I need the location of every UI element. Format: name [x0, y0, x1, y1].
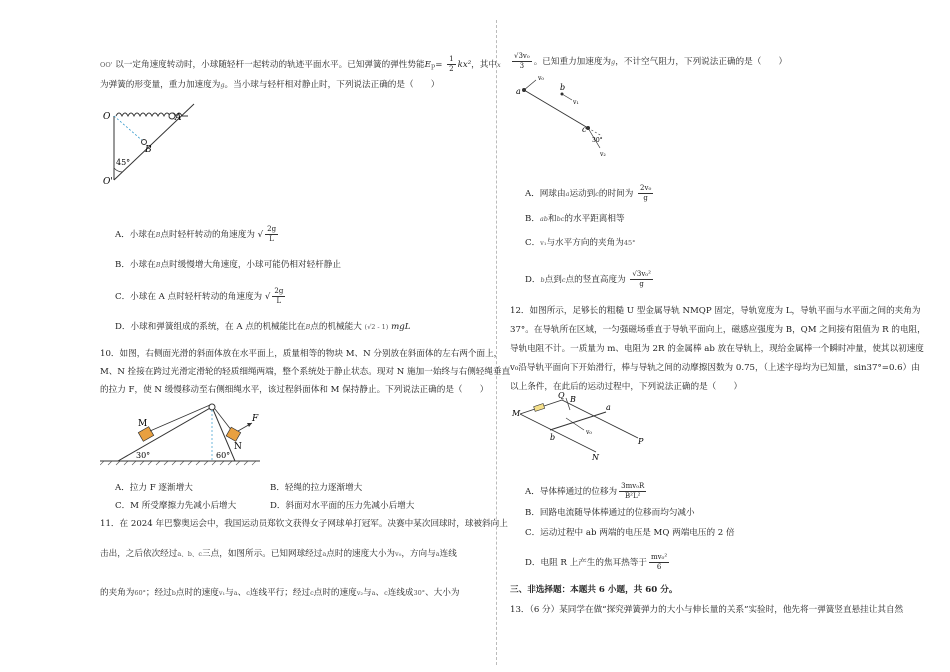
figure-rail-circuit [510, 392, 650, 462]
fig3-label-v1: v₁ [573, 99, 579, 106]
q11-option-D: D．b点到c点的竖直高度为 $\frac{\text{√3v₀²}}{g}$ [525, 270, 651, 288]
q12-option-B: B．回路电流随导体棒通过的位移而均匀减小 [525, 508, 695, 518]
fig3-label-v2: v₂ [600, 151, 606, 158]
q11-stem-cont: $\frac{\text{√3v₀}}{3}$ 。已知重力加速度为g，不计空气阻力，下列说法正确的是（ ） [514, 52, 788, 70]
fig4-label-v0: v₀ [586, 429, 592, 436]
fig1-label-B: B [145, 145, 152, 155]
figure-incline-pulley [100, 397, 260, 467]
fig1-label-Oprime: O' [103, 177, 113, 187]
q11-option-A: A．网球由a运动到c的时间为 $\frac{\text{2v₀}}{g}$ [525, 184, 652, 202]
q12-stem-line2: 37°。在导轨所在区域，一匀强磁场垂直于导轨平面向上，磁感应强度为 B，QM 之间接有阻值为 R 的电阻， [510, 325, 926, 335]
fig1-label-O: O [103, 112, 111, 122]
q9-option-D: D．小球和弹簧组成的系统，在 A 点的机械能比在B点的机械能大 (√2 - 1) mgL [115, 322, 411, 332]
fig1-angle-label: 45° [116, 158, 131, 167]
fig2-label-M: M [138, 419, 148, 429]
fig3-label-a: a [516, 87, 521, 96]
fig3-label-b: b [560, 83, 566, 92]
fig4-label-a: a [606, 403, 611, 412]
q9-option-B: B．小球在B点时缓慢增大角速度，小球可能仍相对轻杆静止 [115, 260, 341, 270]
section-3-heading: 三、非选择题：本题共 6 小题，共 60 分。 [510, 585, 678, 595]
fig2-angle-60: 60° [216, 451, 231, 460]
q10-stem-line1: 10．如图，右侧面光滑的斜面体放在水平面上，质量相等的物块 M、N 分别放在斜面体的左右两个面上， [100, 349, 503, 359]
q12-option-D: D．电阻 R 上产生的焦耳热等于 $\frac{\text{mv₀²}}{6}$ [525, 553, 668, 571]
fig2-label-N: N [234, 442, 242, 452]
q9-stem-line1: OO' 以一定角速度转动时，小球随轻杆一起转动的轨迹平面水平。已知弹簧的弹性势能$E_P=$ $\frac{1}{2}$ kx²，其中x [100, 55, 501, 73]
column-divider [496, 20, 497, 665]
q12-stem-line1: 12．如图所示，足够长的粗糙 U 型金属导轨 NMQP 固定，导轨宽度为 L，导轨平面与水平面之间的夹角为 [510, 306, 921, 316]
figure-spring-rod [102, 98, 212, 190]
fig4-label-Q: Q [558, 392, 565, 400]
fig4-label-M: M [512, 409, 521, 418]
fig2-angle-30: 30° [136, 451, 151, 460]
q11-option-B: B．ab和bc的水平距离相等 [525, 214, 625, 224]
q9-stem-line2: 为弹簧的形变量，重力加速度为g。当小球与轻杆相对静止时，下列说法正确的是（ ） [100, 80, 440, 90]
fig3-label-v0: v₀ [538, 75, 544, 82]
q10-option-B: B．轻绳的拉力逐渐增大 [270, 483, 363, 493]
fig4-label-B: B [570, 395, 576, 404]
fig1-label-A: A [175, 113, 182, 123]
q12-option-C: C．运动过程中 ab 两端的电压是 MQ 两端电压的 2 倍 [525, 528, 735, 538]
fig2-label-F: F [252, 414, 259, 424]
q9-option-C: C．小球在 A 点时轻杆转动的角速度为 √ $\frac{2g}{L}$ [115, 287, 284, 305]
q10-option-D: D．斜面对水平面的压力先减小后增大 [270, 501, 415, 511]
q11-stem-line2: 击出，之后依次经过a、b、c三点，如图所示。已知网球经过a点时的速度大小为v₀，方向与a连线 [100, 549, 457, 559]
q11-option-C: C．v₁与水平方向的夹角为45° [525, 238, 636, 248]
q10-option-C: C．M 所受摩擦力先减小后增大 [115, 501, 237, 511]
q11-stem-line3: 的夹角为60°；经过b点时的速度v₁与a、c连线平行；经过c点时的速度v₂与a、c连线成30°、大小为 [100, 588, 460, 598]
q12-stem-line4: v₀沿导轨平面向下开始滑行，棒与导轨之间的动摩擦因数为 0.75，（上述字母均为已知量，sin37°=0.6）由 [510, 363, 920, 373]
fig4-label-b: b [550, 433, 556, 442]
fig3-angle: 30° [592, 137, 603, 144]
q10-stem-line3: 的拉力 F，使 N 缓慢移动至右侧细绳水平，该过程斜面体和 M 保持静止。下列说法正确的是（ ） [100, 385, 489, 395]
q11-stem-line1: 11．在 2024 年巴黎奥运会中，我国运动员郑钦文获得女子网球单打冠军。决赛中某次回球时，球被斜向上 [100, 519, 508, 529]
q10-stem-line2: M、N 拴接在跨过光滑定滑轮的轻质细绳两端，整个系统处于静止状态。现对 N 施加一始终与右侧轻绳垂直 [100, 367, 511, 377]
fig3-label-c: c [582, 125, 587, 134]
fig4-label-P: P [638, 437, 644, 446]
q9-option-A: A．小球在B点时轻杆转动的角速度为 √ $\frac{2g}{L}$ [115, 225, 277, 243]
q12-stem-line3: 导轨电阻不计。一质量为 m、电阻为 2R 的金属棒 ab 放在导轨上，现给金属棒一个瞬时冲量，使其以初速度 [510, 344, 924, 354]
q12-option-A: A．导体棒通过的位移为 $\frac{\text{3mv₀R}}{\text{B²L²}}$ [525, 482, 645, 500]
q10-option-A: A．拉力 F 逐渐增大 [115, 483, 193, 493]
q12-stem-line5: 以上条件，在此后的运动过程中，下列说法正确的是（ ） [510, 382, 743, 392]
q13-stem: 13．（6 分）某同学在做“探究弹簧弹力的大小与伸长量的关系”实验时，他先将一弹簧竖直悬挂让其自然 [510, 605, 904, 615]
fig4-label-N: N [592, 453, 599, 462]
figure-tennis-trajectory [510, 72, 620, 160]
